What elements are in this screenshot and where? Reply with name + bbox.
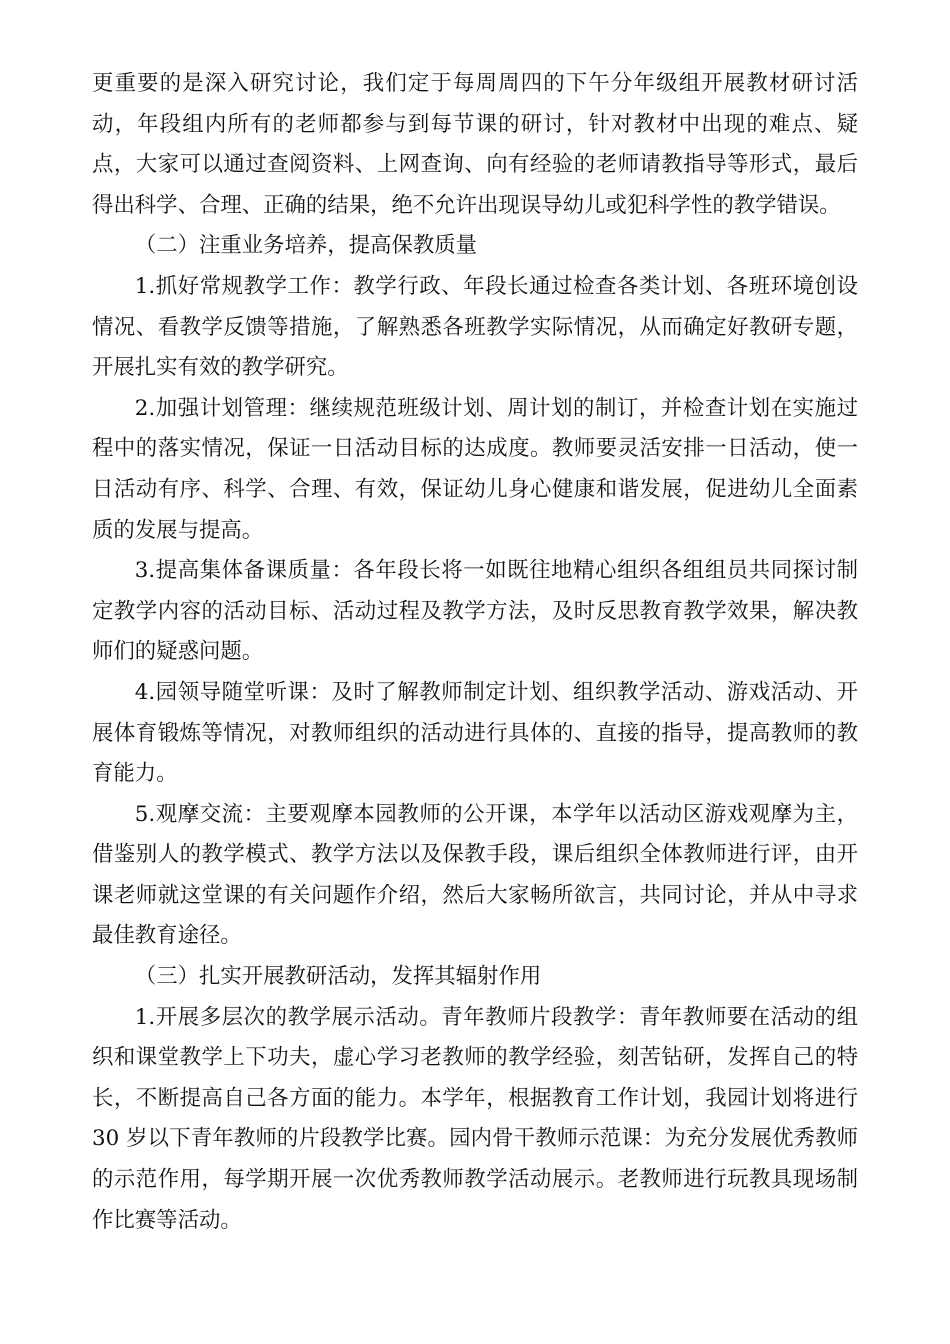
- paragraph-item-3-1: 1.开展多层次的教学展示活动。青年教师片段教学：青年教师要在活动的组织和课堂教学上下功夫，虚心学习老教师的教学经验，刻苦钻研，发挥自己的特长，不断提高自己各方面的能力。本学年，根据教育工作计划，我园计划将进行 30 岁以下青年教师的片段教学比赛。园内骨干教师示范课：为充分发展优秀教师的示范作用，每学期开展一次优秀教师教学活动展示。老教师进行玩教具现场制作比赛等活动。: [92, 1004, 858, 1233]
- paragraph-item-2: 2.加强计划管理：继续规范班级计划、周计划的制订，并检查计划在实施过程中的落实情况，保证一日活动目标的达成度。教师要灵活安排一日活动，使一日活动有序、科学、合理、有效，保证幼儿身心健康和谐发展，促进幼儿全面素质的发展与提高。: [92, 395, 858, 543]
- paragraph-item-4: 4.园领导随堂听课：及时了解教师制定计划、组织教学活动、游戏活动、开展体育锻炼等情况，对教师组织的活动进行具体的、直接的指导，提高教师的教育能力。: [92, 679, 858, 787]
- document-page: [92, 64, 858, 1241]
- section-heading-2: （二）注重业务培养，提高保教质量: [134, 233, 478, 259]
- section-heading-3: （三）扎实开展教研活动，发挥其辐射作用: [134, 964, 542, 990]
- paragraph-item-1: 1.抓好常规教学工作：教学行政、年段长通过检查各类计划、各班环境创设情况、看教学反馈等措施，了解熟悉各班教学实际情况，从而确定好教研专题，开展扎实有效的教学研究。: [92, 273, 858, 381]
- paragraph-continuation: 更重要的是深入研究讨论，我们定于每周周四的下午分年级组开展教材研讨活动，年段组内所有的老师都参与到每节课的研讨，针对教材中出现的难点、疑点，大家可以通过查阅资料、上网查询、向有经验的老师请教指导等形式，最后得出科学、合理、正确的结果，绝不允许出现误导幼儿或犯科学性的教学错误。: [92, 71, 858, 218]
- paragraph-item-3: 3.提高集体备课质量：各年段长将一如既往地精心组织各组组员共同探讨制定教学内容的活动目标、活动过程及教学方法，及时反思教育教学效果，解决教师们的疑惑问题。: [92, 558, 858, 665]
- paragraph-item-5: 5.观摩交流：主要观摩本园教师的公开课，本学年以活动区游戏观摩为主，借鉴别人的教学模式、教学方法以及保教手段，课后组织全体教师进行评，由开课老师就这堂课的有关问题作介绍，然后大家畅所欲言，共同讨论，并从中寻求最佳教育途径。: [92, 801, 858, 949]
